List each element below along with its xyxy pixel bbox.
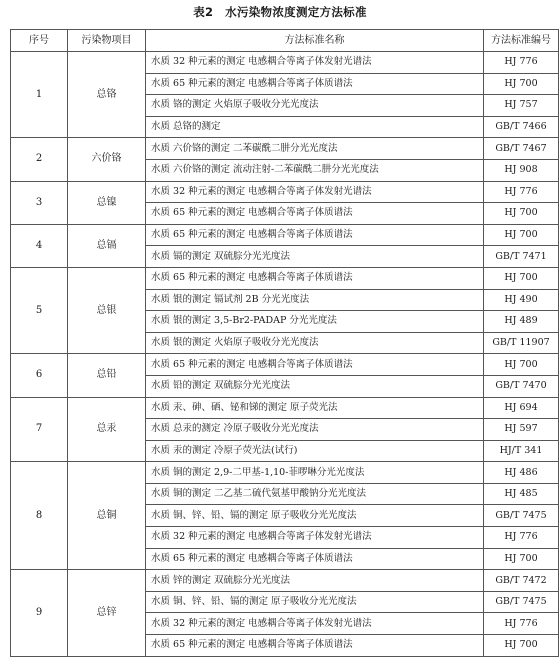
pollutant-cell: 总镍 — [68, 181, 146, 224]
serial-number-cell: 7 — [11, 397, 68, 462]
method-name-cell: 水质 32 种元素的测定 电感耦合等离子体发射光谱法 — [146, 613, 484, 635]
pollutant-cell: 总汞 — [68, 397, 146, 462]
method-name-cell: 水质 65 种元素的测定 电感耦合等离子体质谱法 — [146, 548, 484, 570]
header-method-code: 方法标准编号 — [484, 30, 559, 52]
table-row — [11, 354, 559, 376]
table-row — [11, 138, 559, 160]
table-body — [11, 52, 559, 657]
method-code-cell: GB/T 7472 — [484, 570, 559, 592]
method-code-cell: HJ 694 — [484, 397, 559, 419]
method-code-cell: HJ 490 — [484, 289, 559, 311]
method-code-cell: HJ 597 — [484, 419, 559, 441]
serial-number-cell: 3 — [11, 181, 68, 224]
table-row — [11, 267, 559, 289]
method-code-cell: HJ 700 — [484, 635, 559, 657]
serial-number-cell: 5 — [11, 267, 68, 353]
method-code-cell: HJ 700 — [484, 267, 559, 289]
serial-number-cell: 2 — [11, 138, 68, 181]
method-name-cell: 水质 32 种元素的测定 电感耦合等离子体发射光谱法 — [146, 52, 484, 74]
method-code-cell: HJ 776 — [484, 613, 559, 635]
method-code-cell: HJ 700 — [484, 224, 559, 246]
method-code-cell: HJ 489 — [484, 311, 559, 333]
method-code-cell: GB/T 7475 — [484, 591, 559, 613]
method-code-cell: GB/T 7471 — [484, 246, 559, 268]
method-name-cell: 水质 铅的测定 双硫腙分光光度法 — [146, 375, 484, 397]
header-row — [11, 30, 559, 52]
pollutant-cell: 总铜 — [68, 462, 146, 570]
table-row — [11, 52, 559, 74]
method-name-cell: 水质 锌的测定 双硫腙分光光度法 — [146, 570, 484, 592]
method-name-cell: 水质 汞、砷、硒、铋和锑的测定 原子荧光法 — [146, 397, 484, 419]
table-row — [11, 570, 559, 592]
method-name-cell: 水质 65 种元素的测定 电感耦合等离子体质谱法 — [146, 203, 484, 225]
method-name-cell: 水质 32 种元素的测定 电感耦合等离子体发射光谱法 — [146, 527, 484, 549]
table-title: 表2 水污染物浓度测定方法标准 — [193, 5, 367, 19]
method-code-cell: GB/T 7475 — [484, 505, 559, 527]
method-name-cell: 水质 六价铬的测定 二苯碳酰二肼分光光度法 — [146, 138, 484, 160]
method-code-cell: HJ 776 — [484, 52, 559, 74]
method-code-cell: HJ 485 — [484, 483, 559, 505]
method-name-cell: 水质 铬的测定 火焰原子吸收分光光度法 — [146, 95, 484, 117]
serial-number-cell: 9 — [11, 570, 68, 656]
method-code-cell: HJ 700 — [484, 203, 559, 225]
table-row — [11, 397, 559, 419]
method-name-cell: 水质 总汞的测定 冷原子吸收分光光度法 — [146, 419, 484, 441]
pollutant-cell: 总银 — [68, 267, 146, 353]
serial-number-cell: 1 — [11, 52, 68, 138]
header-method-name: 方法标准名称 — [146, 30, 484, 52]
method-name-cell: 水质 铜的测定 二乙基二硫代氨基甲酸钠分光光度法 — [146, 483, 484, 505]
method-name-cell: 水质 32 种元素的测定 电感耦合等离子体发射光谱法 — [146, 181, 484, 203]
method-code-cell: HJ 700 — [484, 354, 559, 376]
method-code-cell: GB/T 7466 — [484, 116, 559, 138]
standards-table-container — [10, 29, 558, 657]
method-code-cell: HJ 700 — [484, 73, 559, 95]
pollutant-cell: 总镉 — [68, 224, 146, 267]
pollutant-cell: 总铅 — [68, 354, 146, 397]
method-code-cell: HJ 776 — [484, 527, 559, 549]
method-name-cell: 水质 65 种元素的测定 电感耦合等离子体质谱法 — [146, 267, 484, 289]
method-name-cell: 水质 汞的测定 冷原子荧光法(试行) — [146, 440, 484, 462]
method-code-cell: GB/T 11907 — [484, 332, 559, 354]
method-code-cell: GB/T 7467 — [484, 138, 559, 160]
table-row — [11, 181, 559, 203]
method-name-cell: 水质 镉的测定 双硫腙分光光度法 — [146, 246, 484, 268]
method-name-cell: 水质 铜、锌、铅、镉的测定 原子吸收分光光度法 — [146, 505, 484, 527]
serial-number-cell: 6 — [11, 354, 68, 397]
pollutant-cell: 总锌 — [68, 570, 146, 656]
method-code-cell: HJ 486 — [484, 462, 559, 484]
pollutant-cell: 六价铬 — [68, 138, 146, 181]
method-name-cell: 水质 铜、锌、铅、镉的测定 原子吸收分光光度法 — [146, 591, 484, 613]
serial-number-cell: 8 — [11, 462, 68, 570]
method-code-cell: GB/T 7470 — [484, 375, 559, 397]
method-name-cell: 水质 铜的测定 2,9-二甲基-1,10-菲啰啉分光光度法 — [146, 462, 484, 484]
method-code-cell: HJ/T 341 — [484, 440, 559, 462]
method-name-cell: 水质 65 种元素的测定 电感耦合等离子体质谱法 — [146, 354, 484, 376]
method-name-cell: 水质 银的测定 3,5-Br2-PADAP 分光光度法 — [146, 311, 484, 333]
header-pollutant: 污染物项目 — [68, 30, 146, 52]
method-code-cell: HJ 908 — [484, 159, 559, 181]
pollutant-cell: 总铬 — [68, 52, 146, 138]
standards-table — [10, 29, 559, 657]
method-code-cell: HJ 700 — [484, 548, 559, 570]
method-code-cell: HJ 757 — [484, 95, 559, 117]
method-name-cell: 水质 银的测定 火焰原子吸收分光光度法 — [146, 332, 484, 354]
method-name-cell: 水质 65 种元素的测定 电感耦合等离子体质谱法 — [146, 73, 484, 95]
method-code-cell: HJ 776 — [484, 181, 559, 203]
method-name-cell: 水质 65 种元素的测定 电感耦合等离子体质谱法 — [146, 224, 484, 246]
table-row — [11, 462, 559, 484]
method-name-cell: 水质 总铬的测定 — [146, 116, 484, 138]
serial-number-cell: 4 — [11, 224, 68, 267]
method-name-cell: 水质 银的测定 镉试剂 2B 分光光度法 — [146, 289, 484, 311]
header-serial: 序号 — [11, 30, 68, 52]
table-row — [11, 224, 559, 246]
method-name-cell: 水质 六价铬的测定 流动注射-二苯碳酰二肼分光光度法 — [146, 159, 484, 181]
method-name-cell: 水质 65 种元素的测定 电感耦合等离子体质谱法 — [146, 635, 484, 657]
